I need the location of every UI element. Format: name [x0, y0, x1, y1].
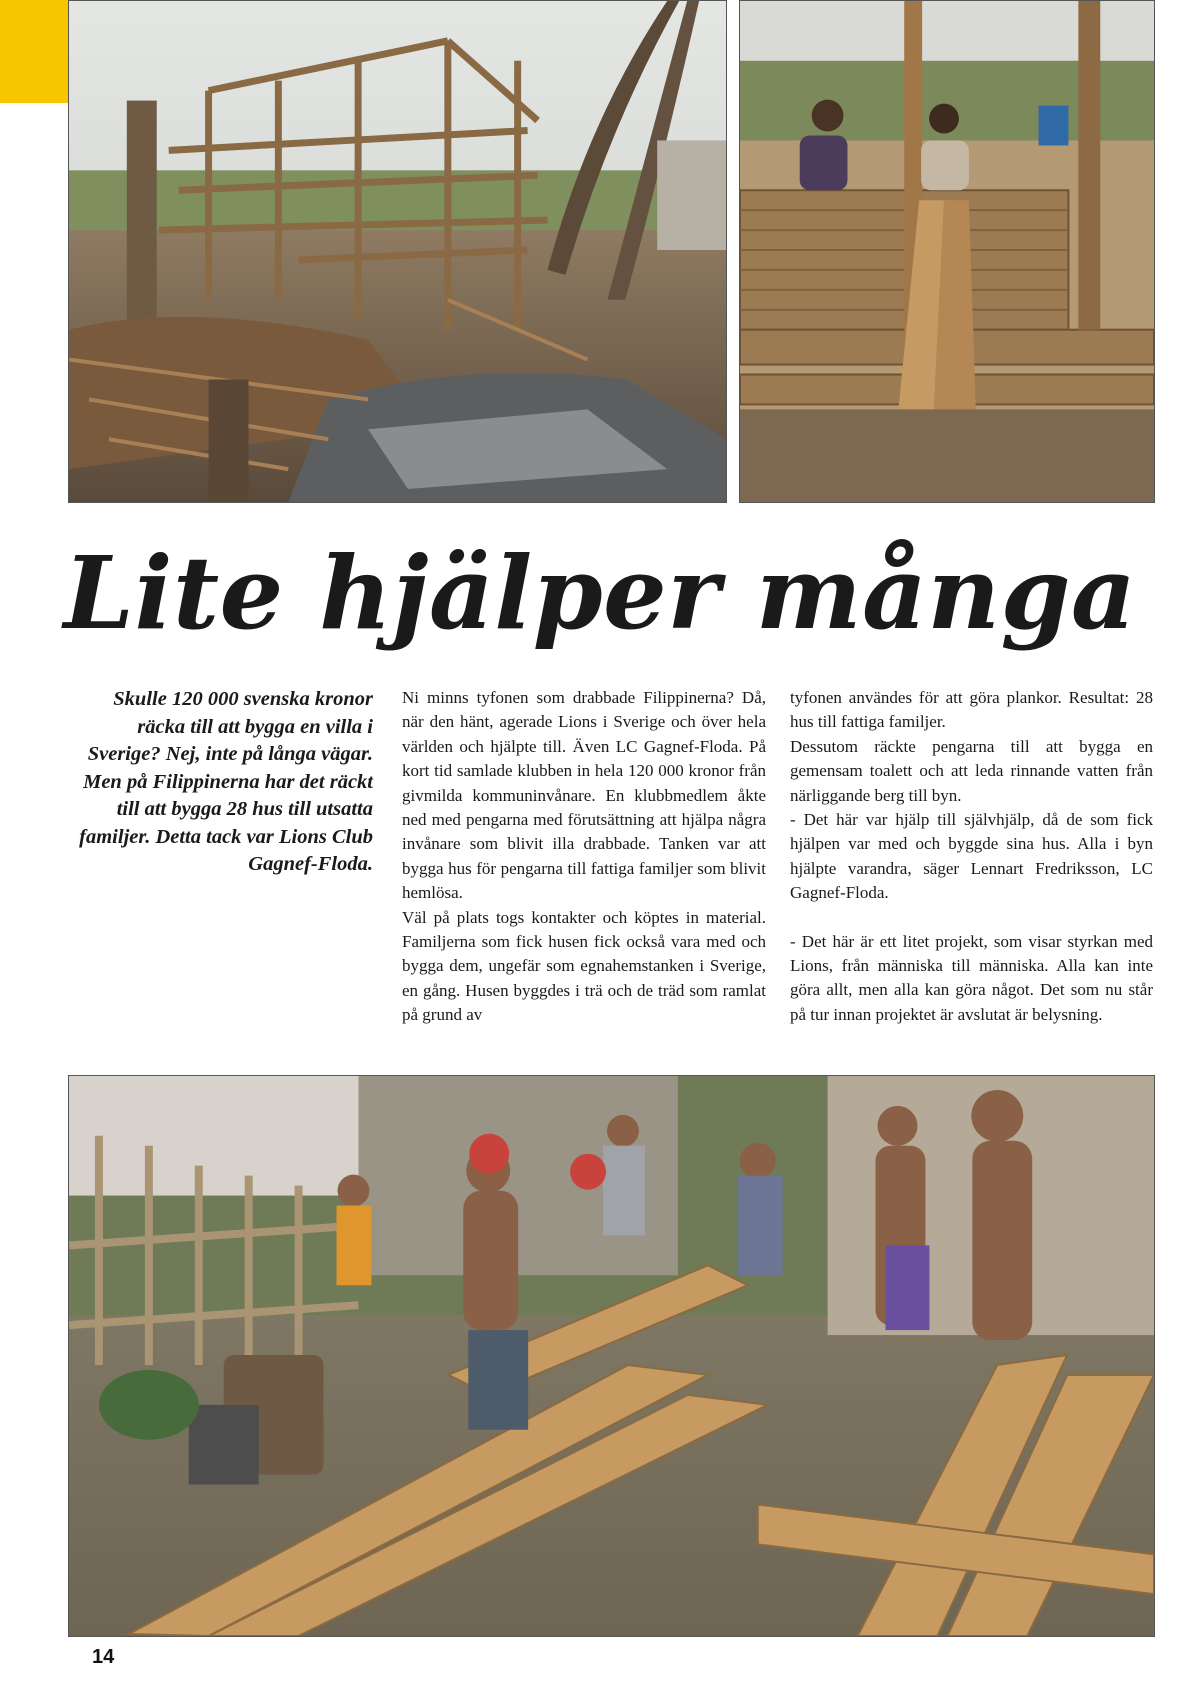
article-column-1: [402, 686, 766, 1028]
paragraph: Ni minns tyfonen som drabbade Filippinerna? Då, när den hänt, agerade Lions i Sverige och över hela världen och hjälpte till. Även LC Gagnef-Floda. På kort tid samlade klubben in hela 120 000 kronor från givmilda kommuninvånare. En klubbmedlem åkte ned med pengarna med förutsättning att hjälpa några invånare som blivit illa drabbade. Tanken var att bygga hus för pengarna till fattiga familjer som blivit hemlösa.: [402, 688, 766, 903]
article-column-2: [790, 686, 1153, 1027]
headline: Lite hjälper många: [63, 534, 1137, 652]
paragraph: - Det här är ett litet projekt, som visar styrkan med Lions, från människa till människa. Alla kan inte göra allt, men alla kan göra något. Det som nu står på tur innan projektet är avslutat är belysning.: [790, 931, 1153, 1024]
lead-paragraph: [72, 686, 373, 879]
lead-text: Skulle 120 000 svenska kronor räcka till att bygga en villa i Sverige? Nej, inte på långa vägar. Men på Filippinerna har det räckt till att bygga 28 hus till utsatta familjer. Detta tack var Lions Club Gagnef-Floda.: [79, 688, 373, 875]
page-number: 14: [92, 1646, 115, 1668]
paragraph: tyfonen användes för att göra plankor. Resultat: 28 hus till fattiga familjer.: [790, 688, 1153, 732]
photo-villagers-carrying-planks: [68, 1075, 1155, 1637]
photo-destroyed-house-frames: [68, 0, 727, 503]
paragraph: - Det här var hjälp till självhjälp, då de som fick hjälpen var med och byggde sina hus. Alla i byn hjälpte varandra, säger Lennart Fredriksson, LC Gagnef-Floda.: [790, 810, 1153, 903]
paragraph: Dessutom räckte pengarna till att bygga en gemensam toalett och att leda rinnande vatten från närliggande berg till byn.: [790, 736, 1153, 805]
paragraph: Väl på plats togs kontakter och köptes in material. Familjerna som fick husen fick också vara med och bygga dem, ungefär som egnahemstanken i Sverige, en gång. Husen byggdes i trä och de träd som ramlat på grund av: [402, 907, 766, 1025]
photo-men-sawing-planks: [739, 0, 1155, 503]
